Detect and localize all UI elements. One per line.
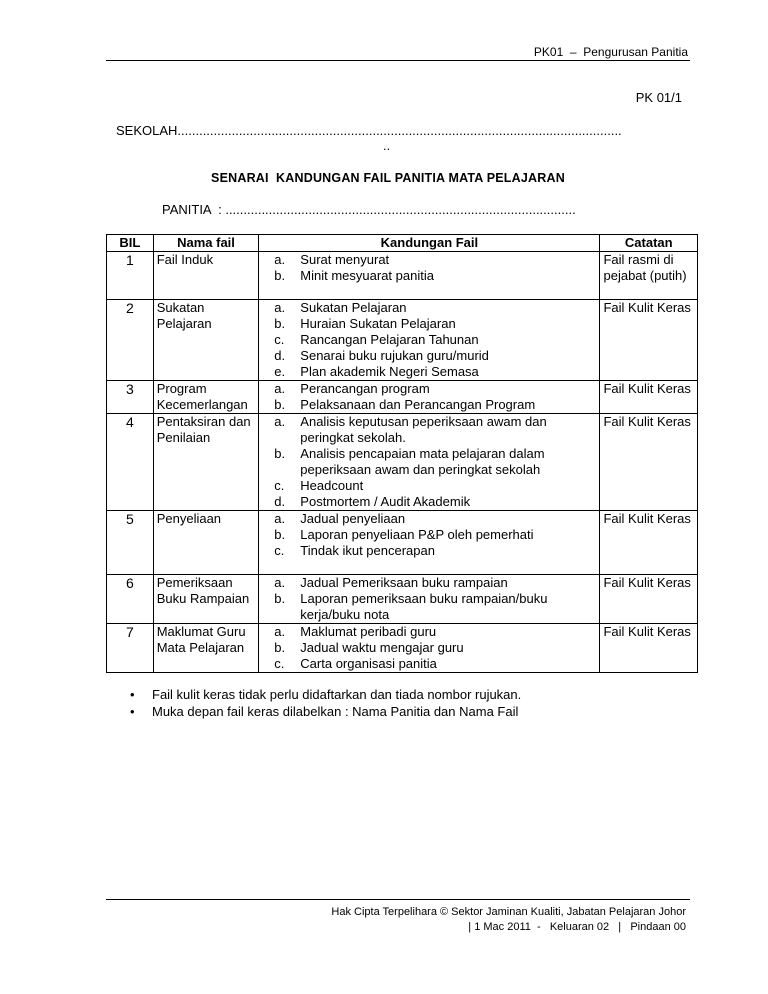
- list-item: [262, 624, 596, 640]
- item-text: Jadual waktu mengajar guru: [300, 640, 464, 655]
- cell-kandungan-fail: [259, 511, 600, 575]
- cell-catatan: Fail Kulit Keras: [600, 575, 698, 624]
- list-item: [262, 446, 596, 478]
- item-text: Tindak ikut pencerapan: [300, 543, 435, 558]
- cell-kandungan-fail: [259, 381, 600, 414]
- list-item: [262, 543, 596, 559]
- list-item: • Fail kulit keras tidak perlu didaftarkan dan tiada nombor rujukan.: [130, 687, 522, 702]
- cell-nama-fail: Program Kecemerlangan: [153, 381, 259, 414]
- item-text: Surat menyurat: [300, 252, 390, 267]
- list-item: [262, 511, 596, 527]
- list-item: [262, 364, 596, 380]
- list-item: [262, 252, 596, 268]
- table-row: [107, 252, 698, 300]
- table-row: [107, 511, 698, 575]
- cell-catatan: Fail rasmi di pejabat (putih): [600, 252, 698, 300]
- header-title: PK01 – Pengurusan Panitia: [533, 45, 688, 59]
- item-marker: a.: [274, 624, 286, 639]
- content-list: [262, 381, 596, 413]
- document-title: SENARAI KANDUNGAN FAIL PANITIA MATA PELAJARAN: [211, 171, 565, 185]
- list-item: [262, 527, 596, 543]
- item-text: Pelaksanaan dan Perancangan Program: [300, 397, 536, 412]
- footer-copyright: Hak Cipta Terpelihara © Sektor Jaminan Kualiti, Jabatan Pelajaran Johor: [331, 906, 686, 918]
- cell-nama-fail: Pentaksiran dan Penilaian: [153, 414, 259, 511]
- list-item: [262, 591, 596, 623]
- list-item: [262, 348, 596, 364]
- header-bil: BIL: [107, 235, 154, 252]
- item-marker: b.: [274, 527, 286, 542]
- item-marker: d.: [274, 348, 286, 363]
- item-text: Jadual penyeliaan: [300, 511, 406, 526]
- content-list: [262, 511, 596, 559]
- document-code: PK 01/1: [635, 90, 682, 105]
- cell-kandungan-fail: [259, 414, 600, 511]
- cell-bil: 7: [107, 624, 154, 673]
- list-item: [262, 575, 596, 591]
- cell-nama-fail: Penyeliaan: [153, 511, 259, 575]
- item-marker: b.: [274, 316, 286, 331]
- cell-catatan: Fail Kulit Keras: [600, 300, 698, 381]
- cell-nama-fail: Sukatan Pelajaran: [153, 300, 259, 381]
- list-item: [262, 494, 596, 510]
- footer-divider: [106, 899, 690, 900]
- list-item: [262, 300, 596, 316]
- item-marker: a.: [274, 381, 286, 396]
- item-text: Sukatan Pelajaran: [300, 300, 407, 315]
- item-marker: a.: [274, 414, 286, 429]
- content-list: [262, 300, 596, 380]
- item-marker: c.: [274, 656, 285, 671]
- item-text: Perancangan program: [300, 381, 430, 396]
- item-text: Plan akademik Negeri Semasa: [300, 364, 479, 379]
- item-marker: b.: [274, 446, 286, 461]
- cell-kandungan-fail: [259, 300, 600, 381]
- list-item: [262, 381, 596, 397]
- header-divider: [106, 60, 690, 61]
- item-marker: b.: [274, 268, 286, 283]
- item-marker: b.: [274, 397, 286, 412]
- cell-bil: 1: [107, 252, 154, 300]
- cell-kandungan-fail: [259, 575, 600, 624]
- cell-nama-fail: Maklumat Guru Mata Pelajaran: [153, 624, 259, 673]
- bullet-icon: •: [130, 704, 135, 719]
- cell-bil: 5: [107, 511, 154, 575]
- table-row: [107, 414, 698, 511]
- item-text: Laporan pemeriksaan buku rampaian/buku kerja/buku nota: [300, 591, 548, 622]
- item-text: Analisis pencapaian mata pelajaran dalam peperiksaan awam dan peringkat sekolah: [300, 446, 545, 477]
- content-list: [262, 575, 596, 623]
- table-row: [107, 624, 698, 673]
- notes-list: [130, 686, 521, 720]
- cell-bil: 4: [107, 414, 154, 511]
- item-text: Postmortem / Audit Akademik: [300, 494, 471, 509]
- item-marker: b.: [274, 591, 286, 606]
- item-text: Senarai buku rujukan guru/murid: [300, 348, 489, 363]
- header-kandungan-fail: Kandungan Fail: [259, 235, 600, 252]
- item-marker: a.: [274, 575, 286, 590]
- list-item: [262, 397, 596, 413]
- cell-catatan: Fail Kulit Keras: [600, 624, 698, 673]
- content-list: [262, 414, 596, 510]
- item-marker: e.: [274, 364, 286, 379]
- footer-version: | 1 Mac 2011 - Keluaran 02 | Pindaan 00: [468, 921, 686, 933]
- item-text: Laporan penyeliaan P&P oleh pemerhati: [300, 527, 534, 542]
- item-marker: d.: [274, 494, 286, 509]
- table-body: [107, 252, 698, 673]
- item-text: Huraian Sukatan Pelajaran: [300, 316, 456, 331]
- item-text: Carta organisasi panitia: [300, 656, 437, 671]
- list-item: [262, 656, 596, 672]
- cell-bil: 6: [107, 575, 154, 624]
- cell-catatan: Fail Kulit Keras: [600, 414, 698, 511]
- cell-nama-fail: Pemeriksaan Buku Rampaian: [153, 575, 259, 624]
- cell-bil: 3: [107, 381, 154, 414]
- table-header-row: [107, 235, 698, 252]
- item-text: Maklumat peribadi guru: [300, 624, 437, 639]
- list-item: [262, 332, 596, 348]
- cell-kandungan-fail: [259, 624, 600, 673]
- cell-bil: 2: [107, 300, 154, 381]
- bullet-icon: •: [130, 687, 135, 702]
- cell-catatan: Fail Kulit Keras: [600, 381, 698, 414]
- header-catatan: Catatan: [600, 235, 698, 252]
- list-item: [262, 640, 596, 656]
- table-row: [107, 575, 698, 624]
- item-marker: a.: [274, 252, 286, 267]
- list-item: [262, 414, 596, 446]
- list-item: [262, 316, 596, 332]
- item-marker: a.: [274, 300, 286, 315]
- content-list: [262, 624, 596, 672]
- file-contents-table: [106, 234, 698, 673]
- cell-catatan: Fail Kulit Keras: [600, 511, 698, 575]
- sekolah-line: SEKOLAH...........................................................................................................................: [116, 123, 622, 138]
- item-text: Headcount: [300, 478, 364, 493]
- content-list: [262, 252, 596, 284]
- table-row: [107, 300, 698, 381]
- header-nama-fail: Nama fail: [153, 235, 259, 252]
- item-text: Minit mesyuarat panitia: [300, 268, 434, 283]
- list-item: • Muka depan fail keras dilabelkan : Nama Panitia dan Nama Fail: [130, 704, 519, 719]
- cell-nama-fail: Fail Induk: [153, 252, 259, 300]
- item-marker: c.: [274, 332, 285, 347]
- sekolah-line-continuation: ..: [383, 138, 391, 153]
- panitia-line: PANITIA : .................................................................................................: [162, 202, 576, 217]
- item-marker: a.: [274, 511, 286, 526]
- list-item: [262, 268, 596, 284]
- item-marker: b.: [274, 640, 286, 655]
- cell-kandungan-fail: [259, 252, 600, 300]
- item-marker: c.: [274, 543, 285, 558]
- list-item: [262, 478, 596, 494]
- item-marker: c.: [274, 478, 285, 493]
- footer: [331, 905, 686, 935]
- table-row: [107, 381, 698, 414]
- item-text: Analisis keputusan peperiksaan awam dan peringkat sekolah.: [300, 414, 547, 445]
- item-text: Jadual Pemeriksaan buku rampaian: [300, 575, 508, 590]
- item-text: Rancangan Pelajaran Tahunan: [300, 332, 479, 347]
